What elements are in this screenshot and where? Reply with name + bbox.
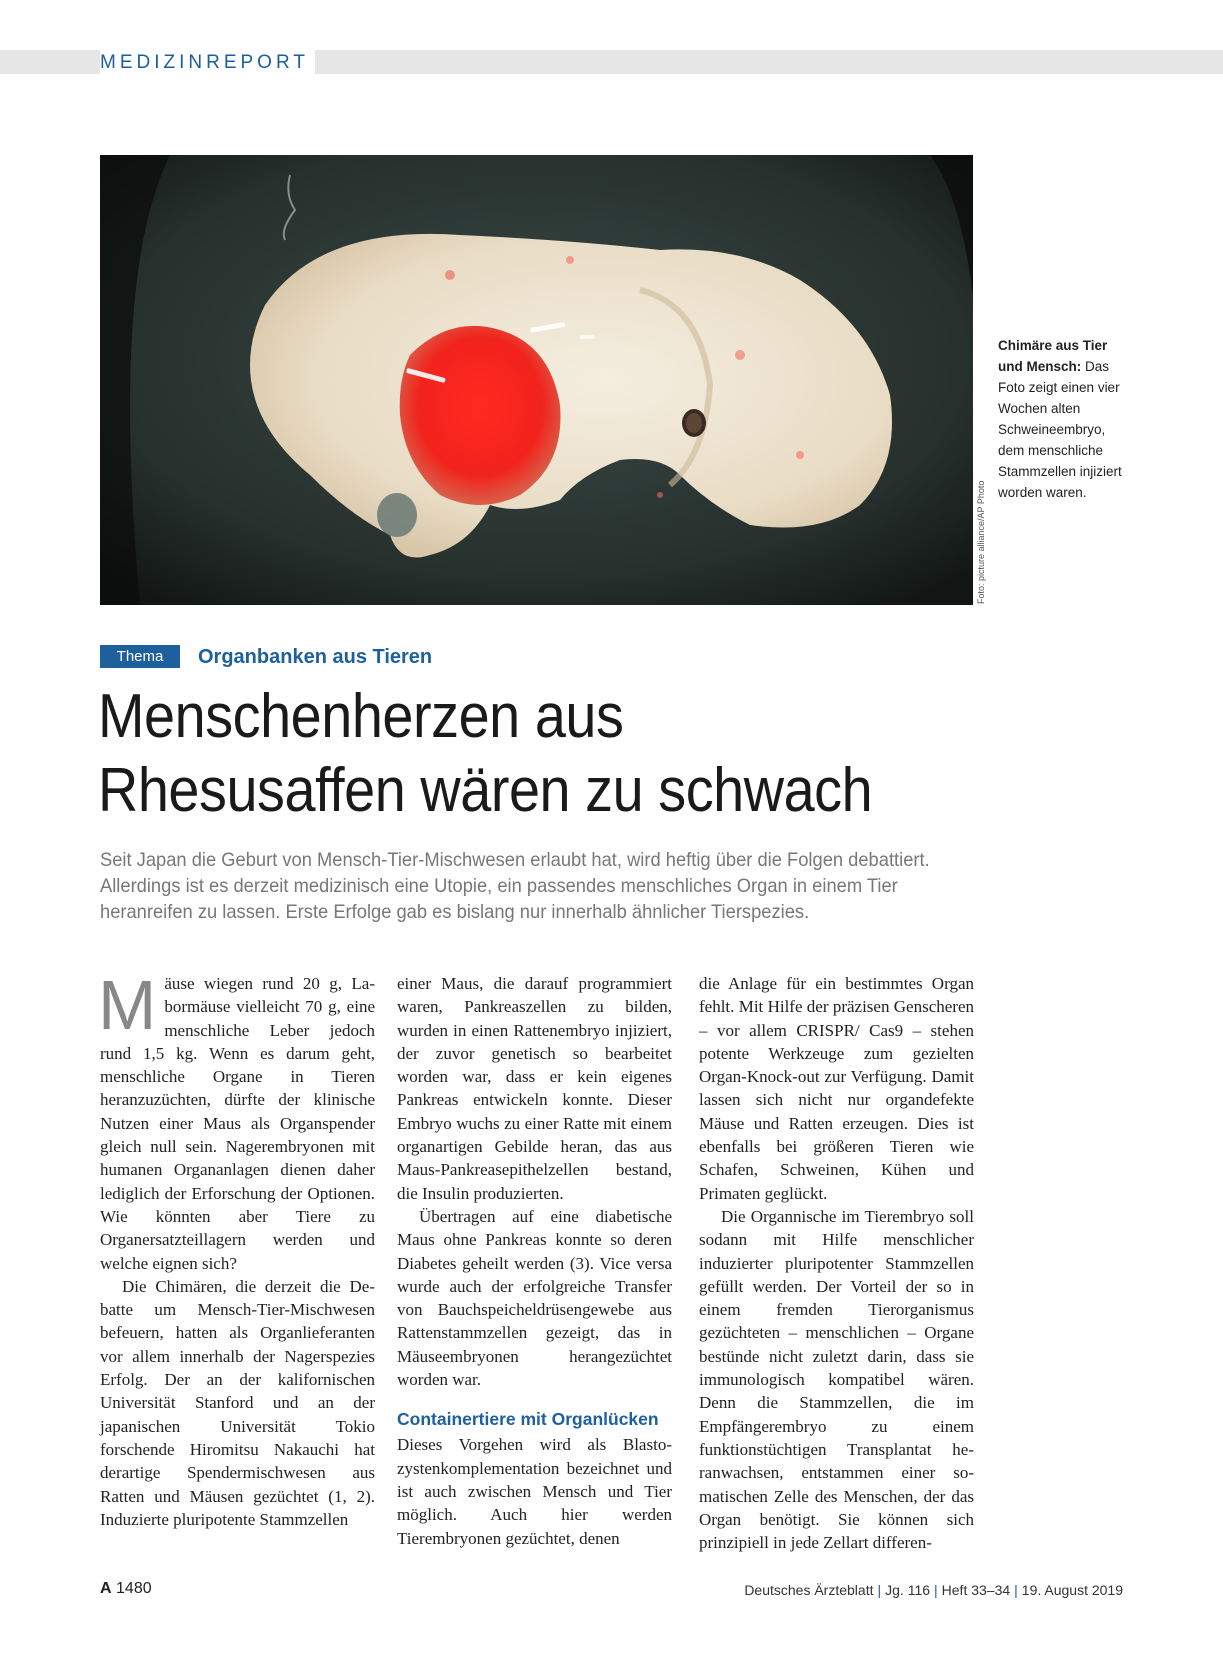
- paragraph-text: äuse wiegen rund 20 g, Labormäuse vielleicht 70 g, eine menschliche Leber jedoch rund 1,5 kg. Wenn es darum geht, menschliche Organe in Tieren heranzuzüchten, dürfte der klinische Nutzen einer Maus als Organspender gleich null sein. Nagerembryonen mit humanen Organanlagen dienen daher lediglich der Erforschung der Optionen. Wie könnten aber Tiere zu Organersatzteillagern werden und welche eignen sich?: [100, 974, 375, 1273]
- thema-tag: Thema: [100, 645, 180, 668]
- subheading: Containertiere mit Organlücken: [397, 1409, 659, 1430]
- column-1: [98, 966, 375, 1531]
- page-prefix: A: [100, 1580, 112, 1597]
- page-number: [100, 1580, 152, 1598]
- lead-paragraph: Seit Japan die Geburt von Mensch-Tier-Mischwesen erlaubt hat, wird heftig über die Folgen debattiert. Allerdings ist es derzeit medizinisch eine Utopie, ein passendes menschliches Organ in einem Tier heranreifen zu lassen. Erste Erfolge gab es bislang nur innerhalb ähnlicher Tierspezies.: [100, 849, 930, 923]
- thema-title: Organbanken aus Tieren: [198, 646, 433, 668]
- caption-text: Das Foto zeigt einen vier Wochen alten Schweineembryo, dem menschliche Stammzellen injiziert worden waren.: [998, 359, 1122, 500]
- paragraph: Dieses Vorgehen wird als Blastozystenkomplementation bezeichnet und ist auch zwischen Mensch und Tier möglich. Auch hier werden Tierembryonen gezüchtet, denen: [397, 1435, 672, 1548]
- paragraph: Die Organnische im Tierembryo soll sodann mit Hilfe menschlicher induzierter pluripotenter Stammzellen gefüllt werden. Der Vorteil der so in einem fremden Tierorganismus gezüchteten – menschlichen – Organe bestünde nicht zuletzt darin, dass sie immunologisch kompatibel wären. Denn die Stammzellen, die im Empfängerembryo zu einem funktionstüchtigen Transplantat heranwachsen, entstammen einer somatischen Zelle des Menschen, der das Organ benötigt. Sie können sich prinzipiell in jede Zellart differen-: [699, 1206, 974, 1553]
- headline: [98, 680, 998, 828]
- journal-info: [744, 1582, 1123, 1598]
- journal-date: 19. August 2019: [1021, 1582, 1123, 1598]
- journal-name: Deutsches Ärzteblatt: [744, 1582, 874, 1598]
- paragraph: [98, 966, 375, 1275]
- separator: |: [877, 1582, 882, 1598]
- section-label: MEDIZINREPORT: [100, 50, 315, 74]
- separator: |: [1014, 1582, 1018, 1598]
- column-3: [699, 972, 974, 1554]
- headline-line-1: Menschenherzen aus: [98, 682, 624, 751]
- journal-issue: Heft 33–34: [941, 1582, 1011, 1598]
- paragraph: Übertragen auf eine diabetische Maus ohne Pankreas konnte so deren Diabetes geheilt werden (3). Vice versa wurde auch der erfolgreiche Transfer von Bauchspeicheldrüsengewebe aus Rattenstammzellen gezeigt, das in Mäuseembryonen herangezüchtet worden war.: [397, 1206, 672, 1390]
- separator: |: [934, 1582, 938, 1598]
- paragraph: einer Maus, die darauf programmiert waren, Pankreaszellen zu bilden, wurden in einen Rattenembryo injiziert, der zuvor genetisch so bearbeitet worden war, dass er kein eigenes Pankreas entwickeln konnte. Dieser Embryo wuchs zu einer Ratte mit einem organartigen Gebilde heran, das aus Maus-Pankreasepithelzellen bestand, die Insulin produzierten.: [397, 974, 672, 1203]
- paragraph: Die Chimären, die derzeit die Debatte um Mensch-Tier-Mischwesen befeuern, hatten als Organlieferanten vor allem innerhalb der Nagerspezies Erfolg. Der an der kalifornischen Universität Stanford und an der japanischen Universität Tokio forschende Hiromitsu Nakauchi hat derartige Spendermischwesen aus Ratten und Mäusen gezüchtet (1, 2). Induzierte pluripotente Stammzellen: [100, 1276, 375, 1529]
- photo-caption: [998, 335, 1123, 503]
- paragraph: die Anlage für ein bestimmtes Organ fehlt. Mit Hilfe der präzisen Genscheren – vor allem CRISPR/ Cas9 – stehen potente Werkzeuge zum gezielten Organ-Knock-out zur Verfügung. Damit lassen sich nicht nur organdefekte Mäuse und Ratten erzeugen. Dies ist ebenfalls bei größeren Tieren wie Schafen, Schweinen, Kühen und Primaten geglückt.: [699, 974, 974, 1203]
- page-number-value: 1480: [116, 1580, 152, 1597]
- journal-volume: Jg. 116: [885, 1582, 931, 1598]
- headline-line-2: Rhesusaffen wären zu schwach: [98, 756, 873, 825]
- dropcap: M: [98, 966, 157, 1044]
- caption-bold: Chimäre aus Tier und Mensch:: [998, 338, 1108, 374]
- embryo-photo: [100, 155, 973, 605]
- photo-credit: Foto: picture alliance/AP Photo: [976, 480, 986, 604]
- column-2: [397, 972, 672, 1550]
